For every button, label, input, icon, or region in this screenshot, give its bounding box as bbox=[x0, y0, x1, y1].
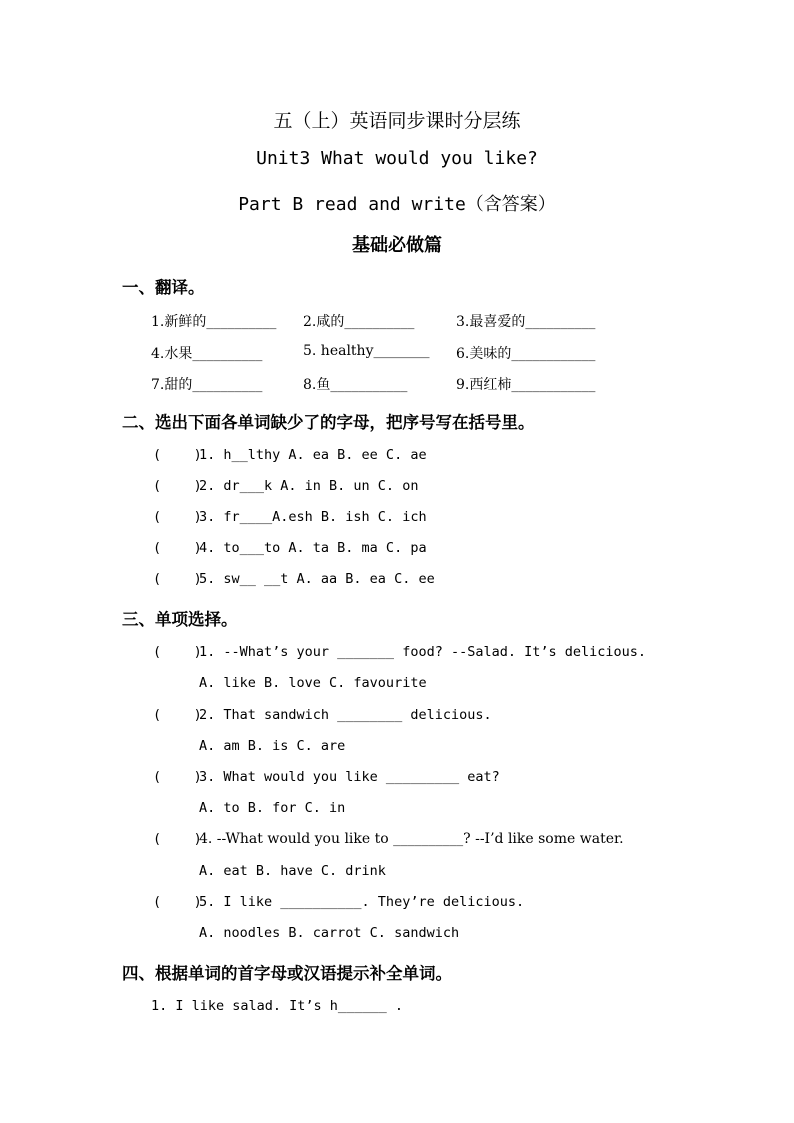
letter-question: 5. sw__ __t A. aa B. ea C. ee bbox=[199, 571, 435, 587]
choice-options: A. noodles B. carrot C. sandwich bbox=[199, 925, 460, 941]
choice-options: A. like B. love C. favourite bbox=[199, 675, 427, 691]
choice-question: 2. That sandwich ________ delicious. bbox=[199, 707, 492, 723]
choice-question: 1. --What’s your _______ food? --Salad. It’s delicious. bbox=[199, 644, 647, 660]
translate-item: 2.咸的__________ bbox=[303, 314, 415, 330]
translate-item: 3.最喜爱的__________ bbox=[456, 314, 596, 330]
answer-bracket: ( ) bbox=[153, 831, 202, 847]
section-2-heading: 二、选出下面各单词缺少了的字母，把序号写在括号里。 bbox=[122, 413, 535, 432]
choice-options: A. eat B. have C. drink bbox=[199, 863, 386, 879]
answer-bracket: ( ) bbox=[153, 540, 202, 556]
letter-question: 2. dr___k A. in B. un C. on bbox=[199, 478, 419, 494]
section-3-heading: 三、单项选择。 bbox=[122, 610, 238, 629]
answer-bracket: ( ) bbox=[153, 571, 202, 587]
unit-title: Unit3 What would you like? bbox=[256, 148, 538, 169]
letter-question: 1. h__lthy A. ea B. ee C. ae bbox=[199, 447, 427, 463]
choice-options: A. am B. is C. are bbox=[199, 738, 346, 754]
translate-item: 4.水果__________ bbox=[151, 346, 263, 362]
answer-bracket: ( ) bbox=[153, 707, 202, 723]
page-title: 五（上）英语同步课时分层练 bbox=[273, 110, 521, 132]
choice-question: 5. I like __________. They’re delicious. bbox=[199, 894, 525, 910]
answer-bracket: ( ) bbox=[153, 447, 202, 463]
section-4-heading: 四、根据单词的首字母或汉语提示补全单词。 bbox=[122, 964, 452, 983]
answer-bracket: ( ) bbox=[153, 478, 202, 494]
choice-question: 4. --What would you like to __________? --I’d like some water. bbox=[199, 831, 624, 847]
translate-item: 7.甜的__________ bbox=[151, 377, 263, 393]
answer-bracket: ( ) bbox=[153, 894, 202, 910]
translate-item: 8.鱼___________ bbox=[303, 377, 408, 393]
level-title: 基础必做篇 bbox=[352, 235, 442, 256]
choice-question: 3. What would you like _________ eat? bbox=[199, 769, 500, 785]
part-title: Part B read and write（含答案） bbox=[238, 194, 556, 215]
letter-question: 4. to___to A. ta B. ma C. pa bbox=[199, 540, 427, 556]
fill-word-question: 1. I like salad. It’s h______ . bbox=[151, 998, 403, 1014]
translate-item: 9.西红柿____________ bbox=[456, 377, 596, 393]
section-1-heading: 一、翻译。 bbox=[122, 278, 205, 297]
answer-bracket: ( ) bbox=[153, 509, 202, 525]
translate-item: 6.美味的____________ bbox=[456, 346, 596, 362]
answer-bracket: ( ) bbox=[153, 769, 202, 785]
letter-question: 3. fr____A.esh B. ish C. ich bbox=[199, 509, 427, 525]
translate-item: 5. healthy________ bbox=[303, 343, 430, 359]
answer-bracket: ( ) bbox=[153, 644, 202, 660]
translate-item: 1.新鲜的__________ bbox=[151, 314, 277, 330]
choice-options: A. to B. for C. in bbox=[199, 800, 346, 816]
